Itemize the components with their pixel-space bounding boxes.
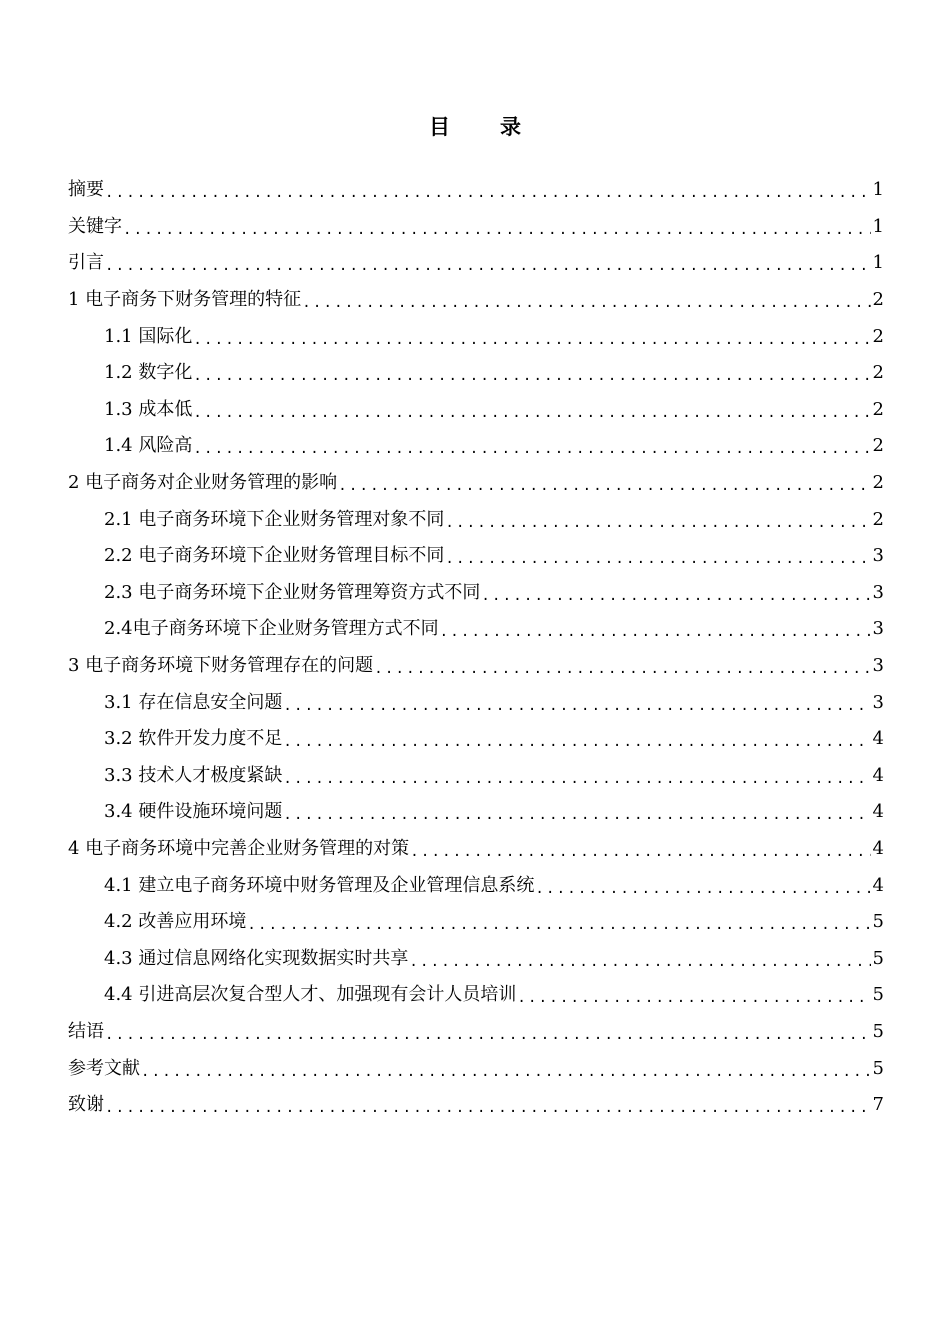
- toc-entry-label: 1.2 数字化: [104, 362, 193, 384]
- toc-entry-label: 3.1 存在信息安全问题: [104, 691, 283, 713]
- toc-entry-page-number: 2: [872, 508, 884, 530]
- toc-entry[interactable]: [68, 392, 884, 429]
- toc-dot-leader: [105, 1023, 871, 1047]
- toc-entry-label: 2.4电子商务环境下企业财务管理方式不同: [104, 618, 439, 640]
- toc-entry[interactable]: [68, 1087, 884, 1124]
- toc-entry-page-number: 1: [872, 179, 884, 201]
- toc-entry-label: 致谢: [68, 1094, 104, 1116]
- toc-entry-label: 摘要: [68, 179, 104, 201]
- toc-entry-page-number: 5: [872, 911, 884, 933]
- toc-dot-leader: [283, 767, 870, 791]
- toc-dot-leader: [193, 328, 870, 352]
- toc-entry-label: 4.3 通过信息网络化实现数据实时共享: [104, 947, 409, 969]
- toc-entry[interactable]: [68, 501, 884, 538]
- toc-entry-page-number: 5: [872, 947, 884, 969]
- toc-entry-page-number: 7: [872, 1094, 884, 1116]
- toc-entry-page-number: 2: [872, 435, 884, 457]
- toc-entry-label: 结语: [68, 1020, 104, 1042]
- toc-entry-label: 2.2 电子商务环境下企业财务管理目标不同: [104, 545, 445, 567]
- toc-entry-page-number: 5: [872, 1057, 884, 1079]
- toc-dot-leader: [105, 254, 871, 278]
- toc-dot-leader: [302, 291, 870, 315]
- toc-dot-leader: [535, 877, 870, 901]
- toc-dot-leader: [247, 913, 870, 937]
- toc-dot-leader: [481, 584, 870, 608]
- toc-entry-page-number: 3: [872, 581, 884, 603]
- toc-dot-leader: [517, 986, 870, 1010]
- toc-entry-label: 1.1 国际化: [104, 325, 193, 347]
- toc-entry[interactable]: [68, 758, 884, 795]
- toc-entry[interactable]: [68, 575, 884, 612]
- toc-entry-label: 2.3 电子商务环境下企业财务管理筹资方式不同: [104, 581, 481, 603]
- toc-dot-leader: [283, 730, 870, 754]
- toc-entry-label: 关键字: [68, 215, 122, 237]
- toc-entry-label: 2 电子商务对企业财务管理的影响: [68, 472, 338, 494]
- toc-entry[interactable]: [68, 794, 884, 831]
- toc-entry-page-number: 2: [872, 398, 884, 420]
- toc-entry-page-number: 3: [872, 655, 884, 677]
- toc-title: [0, 113, 950, 141]
- toc-dot-leader: [283, 803, 870, 827]
- toc-entry-page-number: 4: [872, 874, 884, 896]
- toc-dot-leader: [193, 437, 870, 461]
- toc-dot-leader: [105, 181, 871, 205]
- toc-entry[interactable]: [68, 977, 884, 1014]
- toc-entry-page-number: 2: [872, 325, 884, 347]
- toc-entry-label: 3.2 软件开发力度不足: [104, 728, 283, 750]
- toc-dot-leader: [440, 620, 871, 644]
- toc-entry-page-number: 1: [872, 215, 884, 237]
- toc-entry-label: 4.2 改善应用环境: [104, 911, 247, 933]
- toc-list: [68, 172, 884, 1123]
- toc-entry-label: 4 电子商务环境中完善企业财务管理的对策: [68, 837, 410, 859]
- toc-dot-leader: [193, 401, 870, 425]
- toc-dot-leader: [338, 474, 870, 498]
- toc-dot-leader: [283, 694, 870, 718]
- toc-entry[interactable]: [68, 355, 884, 392]
- toc-dot-leader: [409, 950, 870, 974]
- toc-entry-label: 4.1 建立电子商务环境中财务管理及企业管理信息系统: [104, 874, 535, 896]
- toc-entry[interactable]: [68, 1050, 884, 1087]
- toc-entry-page-number: 4: [872, 764, 884, 786]
- toc-dot-leader: [445, 511, 870, 535]
- toc-entry-label: 1 电子商务下财务管理的特征: [68, 289, 302, 311]
- toc-entry[interactable]: [68, 318, 884, 355]
- toc-entry-page-number: 4: [872, 728, 884, 750]
- toc-entry[interactable]: [68, 684, 884, 721]
- toc-entry-page-number: 2: [872, 362, 884, 384]
- toc-entry-label: 3 电子商务环境下财务管理存在的问题: [68, 655, 374, 677]
- toc-entry[interactable]: [68, 209, 884, 246]
- toc-entry-page-number: 5: [872, 1020, 884, 1042]
- toc-entry-page-number: 3: [872, 691, 884, 713]
- toc-dot-leader: [445, 547, 870, 571]
- toc-entry[interactable]: [68, 1014, 884, 1051]
- toc-dot-leader: [374, 657, 870, 681]
- toc-title-left: 目: [429, 114, 450, 139]
- toc-entry-page-number: 5: [872, 984, 884, 1006]
- toc-entry-page-number: 2: [872, 289, 884, 311]
- toc-entry-label: 3.3 技术人才极度紧缺: [104, 764, 283, 786]
- toc-entry[interactable]: [68, 282, 884, 319]
- toc-entry[interactable]: [68, 831, 884, 868]
- toc-entry-page-number: 1: [872, 252, 884, 274]
- toc-entry-page-number: 4: [872, 801, 884, 823]
- toc-entry[interactable]: [68, 172, 884, 209]
- toc-entry[interactable]: [68, 648, 884, 685]
- toc-entry[interactable]: [68, 611, 884, 648]
- toc-title-right: 录: [500, 114, 521, 139]
- toc-dot-leader: [105, 1096, 871, 1120]
- toc-entry-page-number: 4: [872, 837, 884, 859]
- toc-entry-label: 3.4 硬件设施环境问题: [104, 801, 283, 823]
- toc-entry-label: 引言: [68, 252, 104, 274]
- toc-entry[interactable]: [68, 721, 884, 758]
- toc-entry-label: 参考文献: [68, 1057, 140, 1079]
- toc-entry-page-number: 2: [872, 472, 884, 494]
- toc-dot-leader: [141, 1060, 871, 1084]
- toc-entry-page-number: 3: [872, 618, 884, 640]
- toc-entry-page-number: 3: [872, 545, 884, 567]
- toc-dot-leader: [410, 840, 870, 864]
- toc-entry[interactable]: [68, 940, 884, 977]
- toc-entry[interactable]: [68, 428, 884, 465]
- toc-entry-label: 1.3 成本低: [104, 398, 193, 420]
- toc-entry[interactable]: [68, 245, 884, 282]
- toc-entry[interactable]: [68, 904, 884, 941]
- toc-dot-leader: [123, 218, 871, 242]
- toc-dot-leader: [193, 364, 870, 388]
- toc-entry-label: 4.4 引进高层次复合型人才、加强现有会计人员培训: [104, 984, 517, 1006]
- toc-entry-label: 2.1 电子商务环境下企业财务管理对象不同: [104, 508, 445, 530]
- toc-entry[interactable]: [68, 465, 884, 502]
- toc-entry-label: 1.4 风险高: [104, 435, 193, 457]
- toc-entry[interactable]: [68, 538, 884, 575]
- toc-entry[interactable]: [68, 867, 884, 904]
